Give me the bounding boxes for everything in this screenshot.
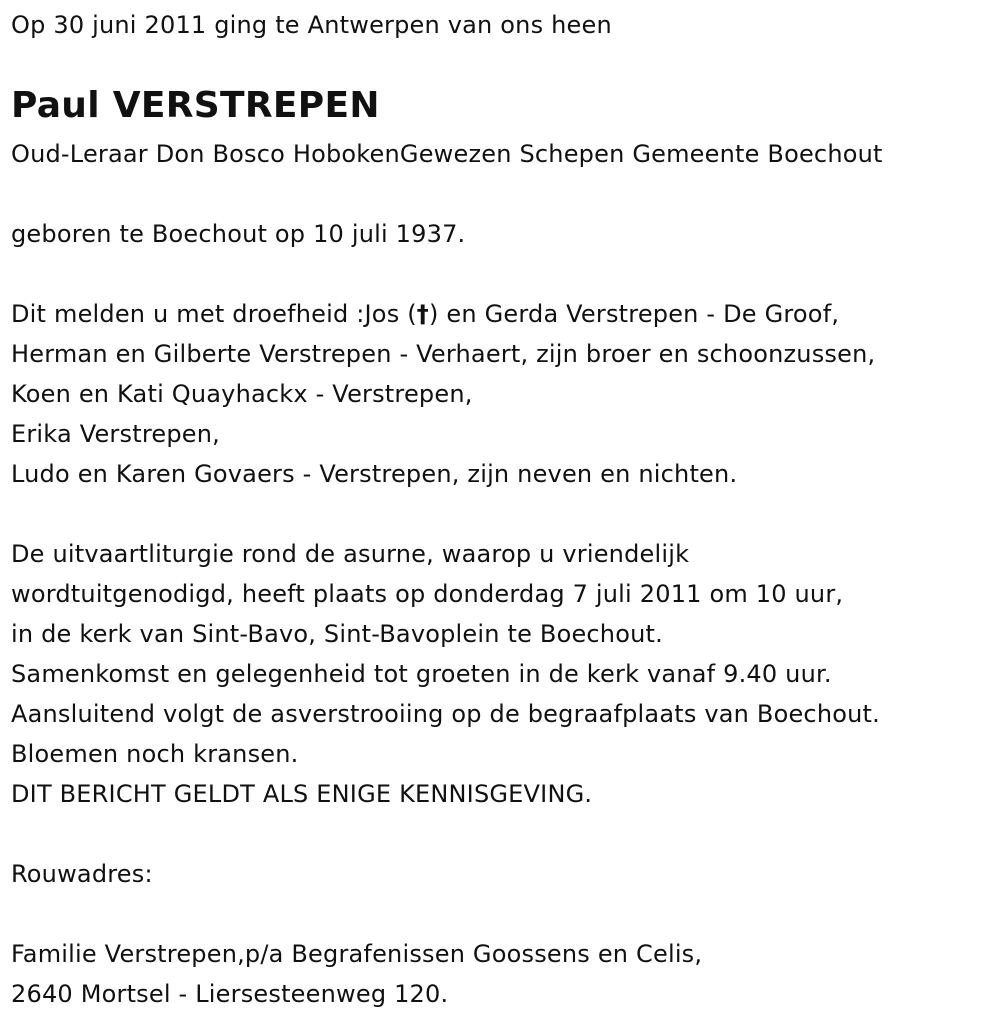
cross-icon: † <box>416 300 429 328</box>
deceased-description: Oud-Leraar Don Bosco HobokenGewezen Schepen Gemeente Boechout <box>11 140 883 168</box>
birth-info: geboren te Boechout op 10 juli 1937. <box>11 220 466 248</box>
funeral-line-7: DIT BERICHT GELDT ALS ENIGE KENNISGEVING. <box>11 780 593 808</box>
funeral-line-3: in de kerk van Sint-Bavo, Sint-Bavoplein te Boechout. <box>11 620 663 648</box>
announcers-line-2: Herman en Gilberte Verstrepen - Verhaert, zijn broer en schoonzussen, <box>11 340 876 368</box>
address-line-2: 2640 Mortsel - Liersesteenweg 120. <box>11 980 449 1008</box>
funeral-line-2: wordtuitgenodigd, heeft plaats op donderdag 7 juli 2011 om 10 uur, <box>11 580 844 608</box>
funeral-line-5: Aansluitend volgt de asverstrooiing op de begraafplaats van Boechout. <box>11 700 880 728</box>
announcers-line-5: Ludo en Karen Govaers - Verstrepen, zijn neven en nichten. <box>11 460 738 488</box>
funeral-line-4: Samenkomst en gelegenheid tot groeten in de kerk vanaf 9.40 uur. <box>11 660 832 688</box>
funeral-line-1: De uitvaartliturgie rond de asurne, waarop u vriendelijk <box>11 540 690 568</box>
address-label: Rouwadres: <box>11 860 153 888</box>
announcers-line-1 <box>11 299 839 329</box>
announcers-line-3: Koen en Kati Quayhackx - Verstrepen, <box>11 380 473 408</box>
announcers-line-1-end: ) en Gerda Verstrepen - De Groof, <box>429 300 840 328</box>
announcers-line-1-start: Dit melden u met droefheid :Jos ( <box>11 300 417 328</box>
announcers-line-4: Erika Verstrepen, <box>11 420 220 448</box>
intro-text: Op 30 juni 2011 ging te Antwerpen van ons heen <box>11 11 612 39</box>
funeral-line-6: Bloemen noch kransen. <box>11 740 299 768</box>
deceased-name: Paul VERSTREPEN <box>11 85 380 126</box>
address-line-1: Familie Verstrepen,p/a Begrafenissen Goossens en Celis, <box>11 940 703 968</box>
